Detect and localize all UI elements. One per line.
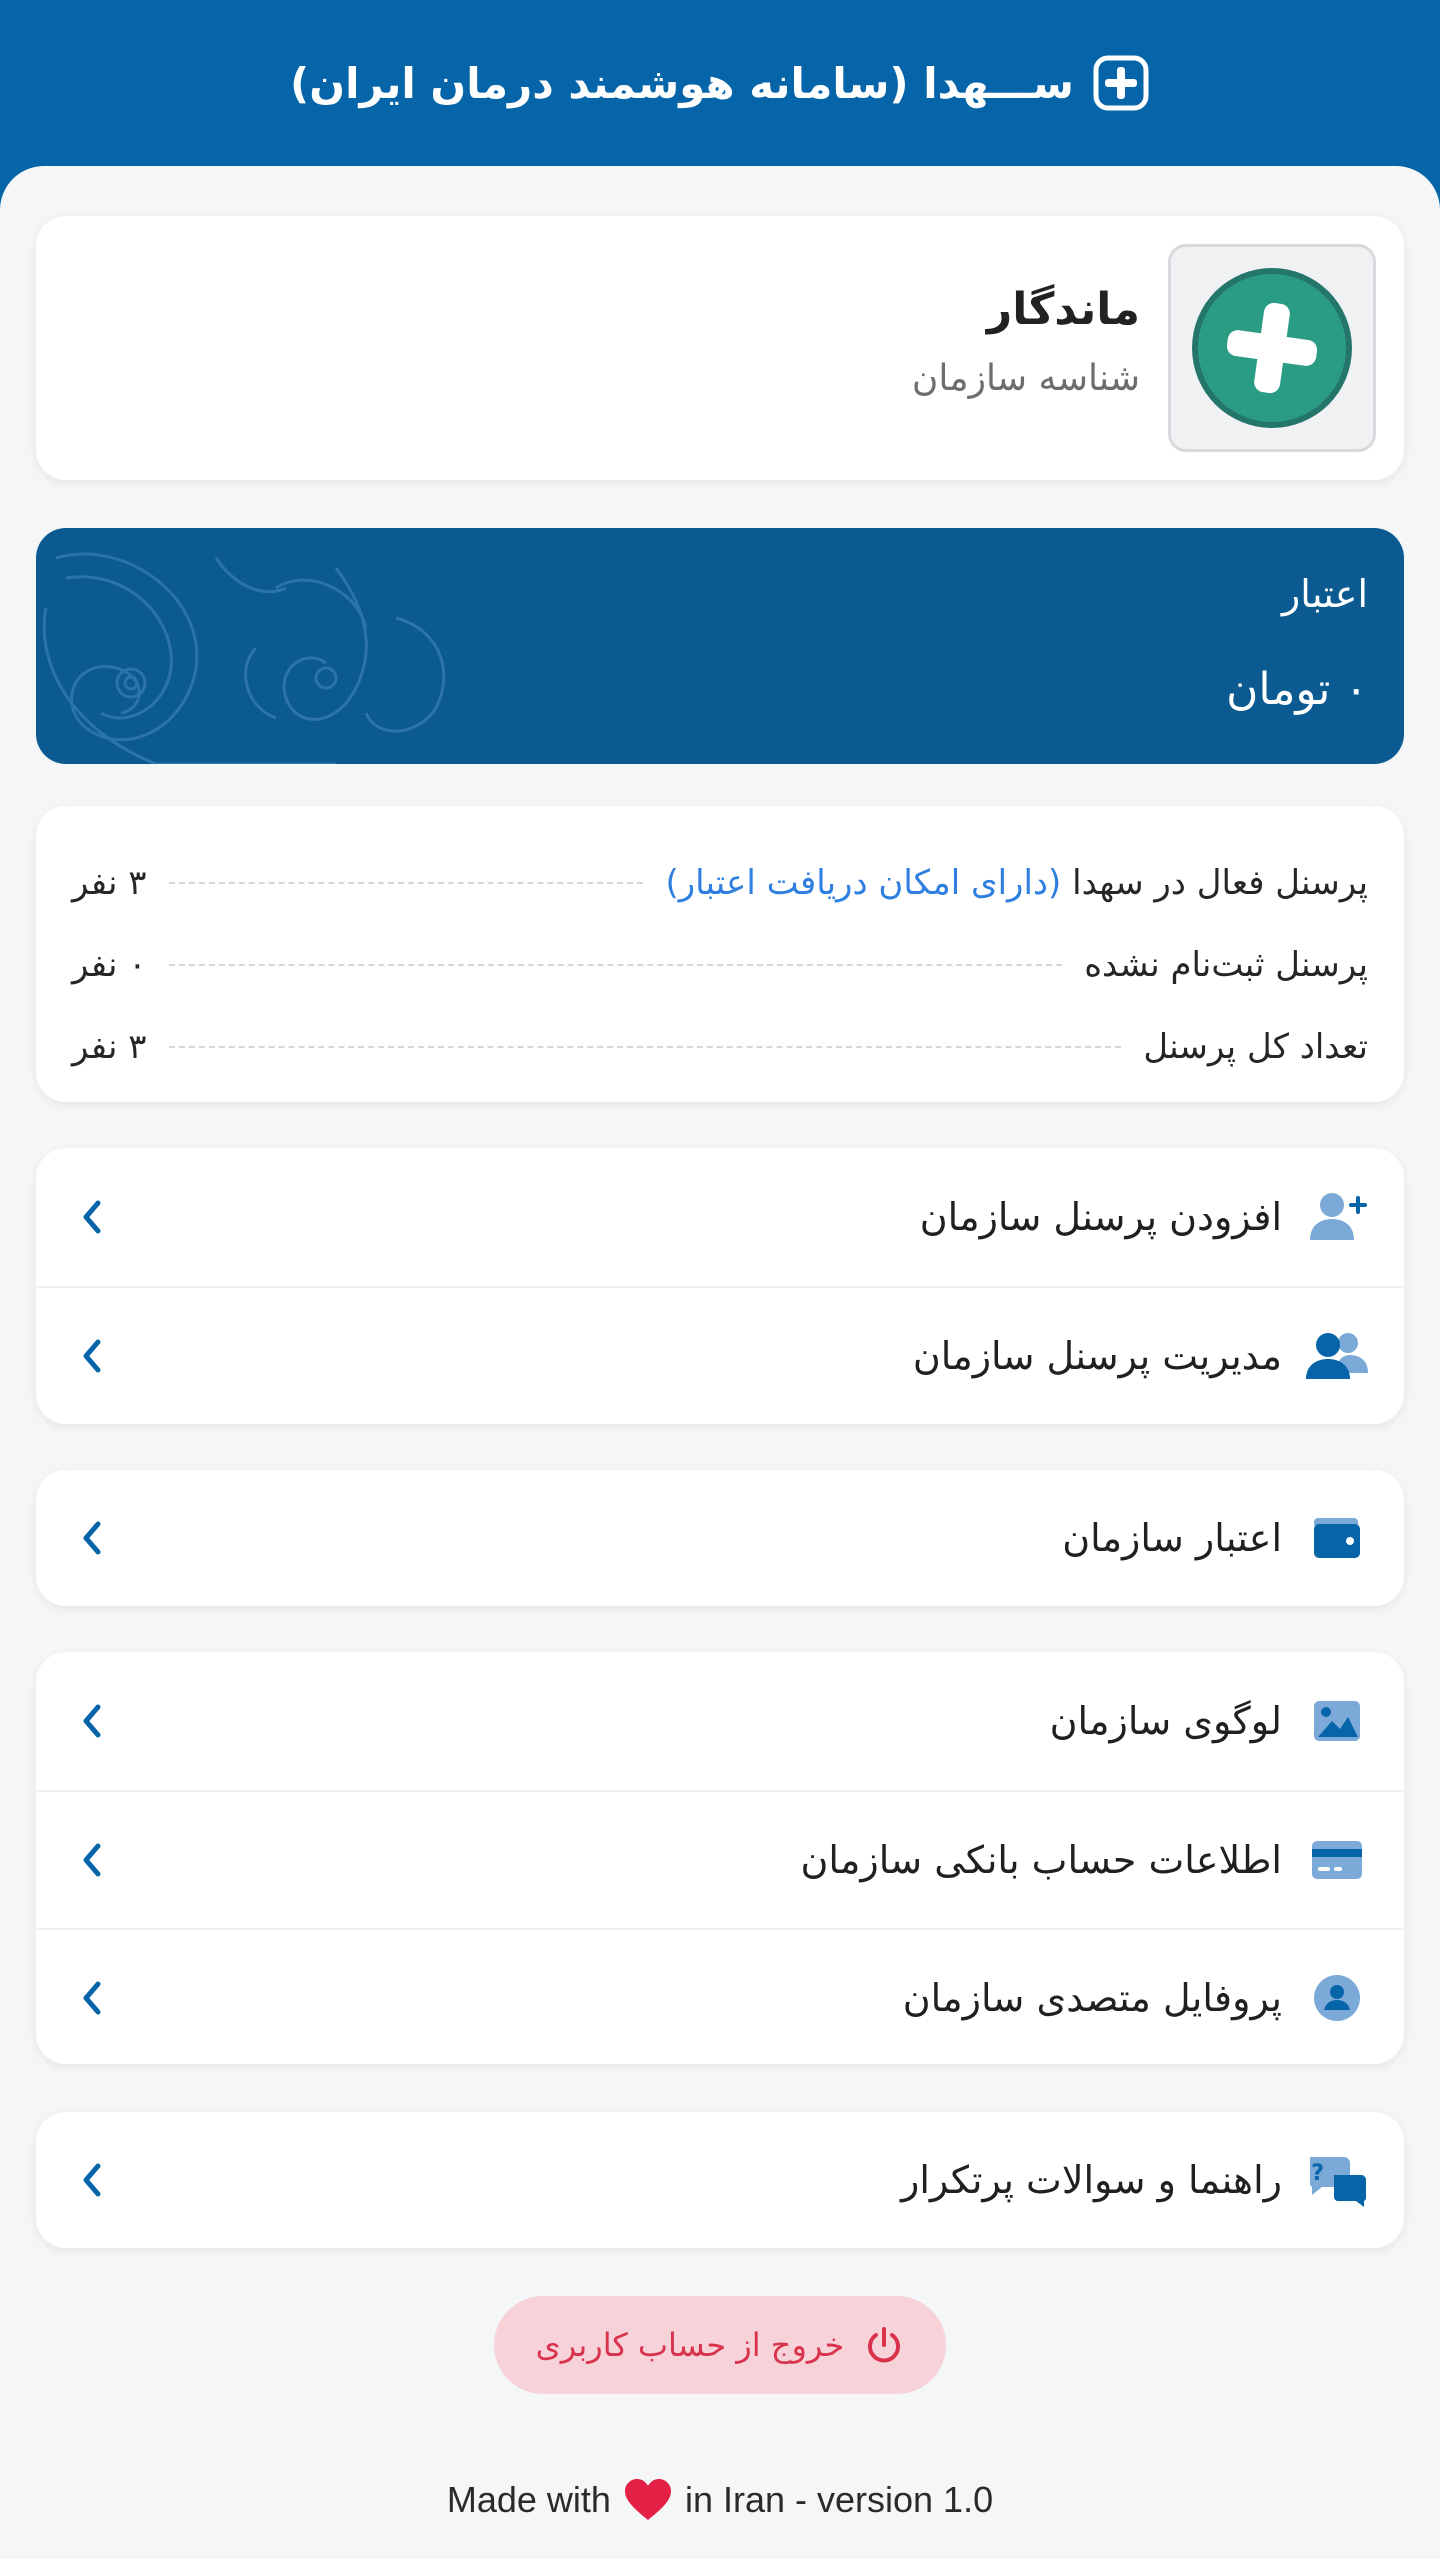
menu-item-label: افزودن پرسنل سازمان — [919, 1195, 1282, 1239]
menu-item-label: راهنما و سوالات پرتکرار — [900, 2158, 1282, 2202]
image-icon — [1306, 1690, 1368, 1752]
footer — [0, 2478, 1440, 2522]
stat-label: پرسنل فعال در سهدا (دارای امکان دریافت اعتبار) — [665, 863, 1368, 903]
stat-value: ۰ نفر — [72, 945, 147, 985]
stat-row-total — [72, 1006, 1368, 1088]
app-header — [0, 0, 1440, 180]
menu-item-add-personnel[interactable] — [36, 1148, 1404, 1286]
menu-group-org-settings — [36, 1652, 1404, 2064]
footer-prefix: Made with — [446, 2479, 611, 2520]
svg-text:?: ? — [1311, 2161, 1324, 2186]
stat-value: ۳ نفر — [72, 863, 147, 903]
wallet-icon — [1306, 1507, 1368, 1569]
menu-group-personnel — [36, 1148, 1404, 1424]
stat-value: ۳ نفر — [72, 1027, 147, 1067]
menu-item-manage-personnel[interactable] — [36, 1286, 1404, 1424]
stat-note: (دارای امکان دریافت اعتبار) — [665, 863, 1062, 903]
chevron-left-icon — [72, 1701, 112, 1741]
menu-item-label: اطلاعات حساب بانکی سازمان — [800, 1838, 1282, 1882]
user-circle-icon — [1306, 1967, 1368, 2029]
app-logo-icon — [1092, 54, 1150, 112]
menu-group-credit — [36, 1470, 1404, 1606]
credit-label: اعتبار — [1281, 572, 1368, 616]
menu-item-operator-profile[interactable] — [36, 1928, 1404, 2066]
footer-suffix: in Iran - version 1.0 — [684, 2479, 994, 2520]
dotted-divider — [169, 882, 644, 884]
chevron-left-icon — [72, 2160, 112, 2200]
user-plus-icon — [1306, 1186, 1368, 1248]
stat-label: پرسنل ثبت‌نام نشده — [1084, 945, 1368, 985]
credit-value: ۰ تومان — [1226, 664, 1368, 715]
menu-group-help — [36, 2112, 1404, 2248]
stat-row-unregistered — [72, 924, 1368, 1006]
menu-item-label: لوگوی سازمان — [1049, 1699, 1282, 1743]
menu-item-label: اعتبار سازمان — [1062, 1516, 1282, 1560]
dotted-divider — [169, 1046, 1122, 1048]
chevron-left-icon — [72, 1197, 112, 1237]
stat-label: تعداد کل پرسنل — [1143, 1027, 1368, 1067]
logout-button[interactable] — [494, 2296, 946, 2394]
personnel-stats-card — [36, 806, 1404, 1102]
chevron-left-icon — [72, 1518, 112, 1558]
credit-card-icon — [1306, 1829, 1368, 1891]
chevron-left-icon — [72, 1336, 112, 1376]
heart-icon — [623, 2478, 673, 2522]
users-icon — [1306, 1325, 1368, 1387]
paisley-pattern-icon — [36, 528, 476, 764]
logout-label: خروج از حساب کاربری — [535, 2326, 845, 2364]
org-id-label: شناسه سازمان — [911, 358, 1140, 399]
app-title: ســـهدا (سامانه هوشمند درمان ایران) — [290, 58, 1074, 108]
org-name: ماندگار — [986, 284, 1140, 335]
menu-item-org-logo[interactable] — [36, 1652, 1404, 1790]
chevron-left-icon — [72, 1840, 112, 1880]
org-card — [36, 216, 1404, 480]
org-logo[interactable] — [1168, 244, 1376, 452]
stat-row-active — [72, 842, 1368, 924]
menu-item-bank-info[interactable] — [36, 1790, 1404, 1928]
menu-item-org-credit[interactable] — [36, 1470, 1404, 1606]
power-icon — [864, 2325, 904, 2365]
dotted-divider — [169, 964, 1063, 966]
credit-banner — [36, 528, 1404, 764]
menu-item-label: مدیریت پرسنل سازمان — [912, 1334, 1282, 1378]
org-logo-plus-icon — [1189, 265, 1355, 431]
menu-item-help-faq[interactable] — [36, 2112, 1404, 2248]
chat-question-icon — [1306, 2149, 1368, 2211]
menu-item-label: پروفایل متصدی سازمان — [902, 1976, 1282, 2020]
chevron-left-icon — [72, 1978, 112, 2018]
